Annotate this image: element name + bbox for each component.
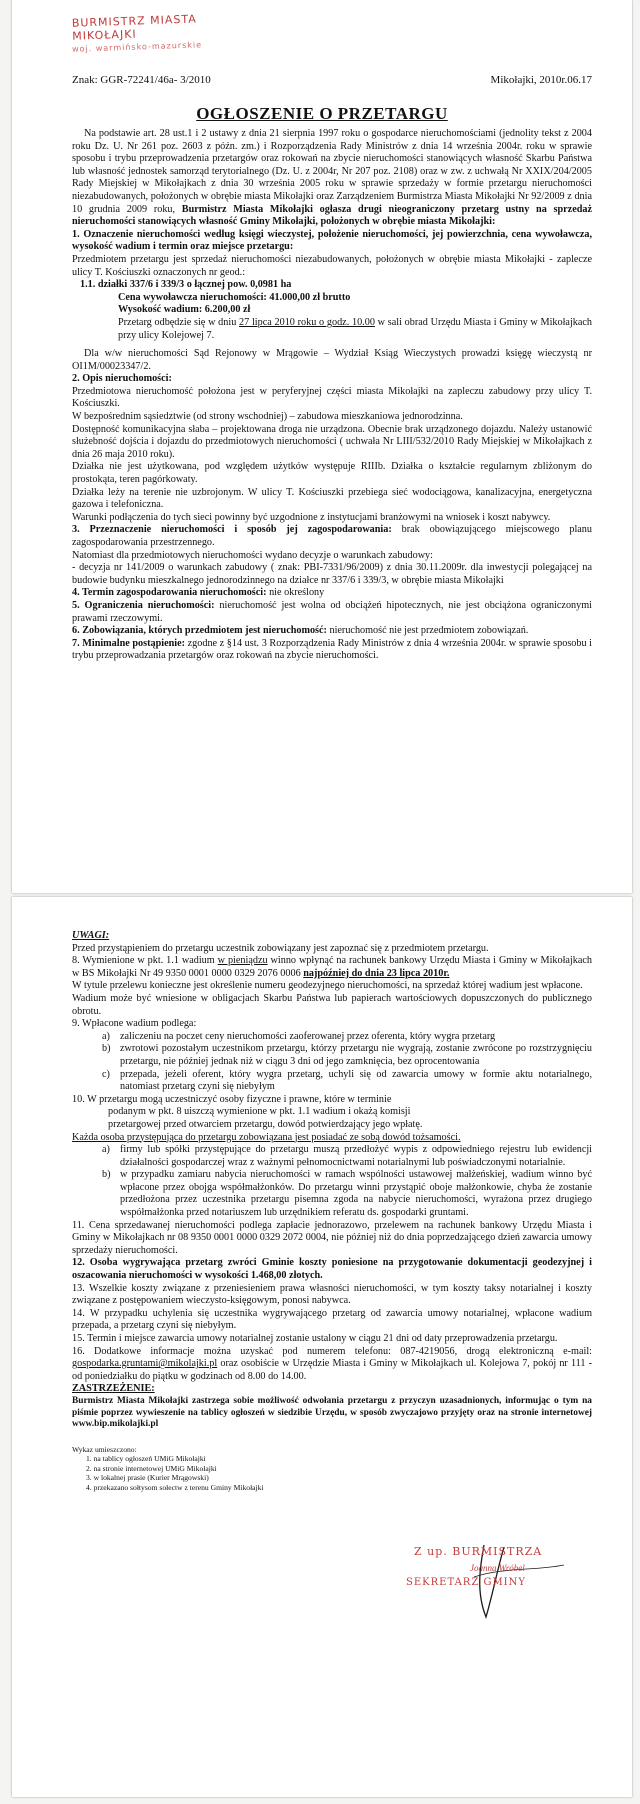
list-text: zwrotowi pozostałym uczestnikom przetargu, którzy przetargu nie wygrają, zostanie zwrócone po rozstrzygnięciu przetargu, nie później jednak niż w ciągu 3 dni od jego zamknięcia, bez oprocentowania xyxy=(120,1043,592,1067)
section-2-line-1: Przedmiotowa nieruchomość położona jest w peryferyjnej części miasta Mikołajki na zapleczu zabudowy przy ulicy T. Kościuszki. xyxy=(72,385,592,410)
section-3-text: brak obowiązującego miejscowego planu zagospodarowania przestrzennego. xyxy=(72,524,592,548)
section-16-prefix: 16. Dodatkowe informacje można uzyskać pod numerem telefonu: 087-4219056, drogą elektroniczną e-mail: xyxy=(72,1345,592,1357)
section-15: 15. Termin i miejsce zawarcia umowy notarialnej zostanie ustalony w ciągu 21 dni od daty przeprowadzenia przetargu. xyxy=(72,1333,558,1344)
section-3-line-1: Natomiast dla przedmiotowych nieruchomości wydano decyzje o warunkach zabudowy: xyxy=(72,549,433,561)
signature-stamp-signer: Joanna Wróbel xyxy=(470,1563,525,1573)
reservation-label: ZASTRZEŻENIE: xyxy=(72,1383,155,1395)
section-1-heading: 1. Oznaczenie nieruchomości według księgi wieczystej, położenie nieruchomości, jej powierzchnia, cena wywoławcza, wysokość wadium i termin oraz miejsce przetargu: xyxy=(72,228,592,253)
section-13: 13. Wszelkie koszty związane z przeniesieniem prawa własności nieruchomości, w tym koszty taksy notarialnej i koszty związane z postępowaniem wieczysto-księgowym, ponosi nabywca. xyxy=(72,1282,592,1307)
section-10-line-1: 10. W przetargu mogą uczestniczyć osoby fizyczne i prawne, które w terminie xyxy=(72,1093,392,1105)
section-3-heading: 3. Przeznaczenie nieruchomości i sposób jej zagospodarowania: xyxy=(72,524,392,536)
section-10-id-requirement: Każda osoba przystępująca do przetargu zobowiązana jest posiadać ze sobą dowód tożsamości. xyxy=(72,1131,461,1143)
list-text: zaliczeniu na poczet ceny nieruchomości zaoferowanej przez oferenta, który wygra przetarg xyxy=(120,1030,496,1042)
section-8-prefix: 8. Wymienione w pkt. 1.1 wadium xyxy=(72,955,215,967)
section-6-heading: 6. Zobowiązania, których przedmiotem jest nieruchomość: xyxy=(72,625,327,637)
contact-email-link[interactable]: gospodarka.gruntami@mikolajki.pl xyxy=(72,1358,218,1370)
intro-bold-text: Burmistrz Miasta Mikołajki ogłasza drugi nieograniczony przetarg ustny na sprzedaż nieruchomości stanowiących własność Gminy Mikołajki, położonych w obrębie miasta Mikołajki: xyxy=(72,203,592,228)
section-5-heading: 5. Ograniczenia nieruchomości: xyxy=(72,599,215,611)
signature-stamp-line1: Z up. BURMISTRZA xyxy=(414,1545,543,1558)
list-marker: a) xyxy=(102,1144,110,1156)
section-16 xyxy=(72,1346,592,1384)
section-6-text: nieruchomość nie jest przedmiotem zobowiązań. xyxy=(329,625,529,637)
section-2-line-4: Działka nie jest użytkowana, pod względem użytków występuje RIIIb. Działka o kształcie regularnym zbliżonym do prostokąta, teren pagórkowaty. xyxy=(72,461,592,486)
land-register-text: Dla w/w nieruchomości Sąd Rejonowy w Mrągowie – Wydział Ksiąg Wieczystych prowadzi księgę wieczystą nr OI1M/00023347/2. xyxy=(72,348,592,372)
distribution-item: 4. przekazano sołtysom sołectw z terenu Gminy Mikołajki xyxy=(86,1482,264,1492)
page-2-body xyxy=(72,930,592,1492)
reference-number: Znak: GGR-72241/46a- 3/2010 xyxy=(72,74,211,86)
auction-place: w sali obrad Urzędu Miasta i Gminy w Mikołajkach przy ulicy Kolejowej 7. xyxy=(118,316,593,341)
section-2-line-5: Działka leży na terenie nie uzbrojonym. W ulicy T. Kościuszki przebiega sieć wodociągowa, kanalizacyjna, energetyczna gazowa i telefoniczna. xyxy=(72,486,592,511)
auction-date-prefix: Przetarg odbędzie się w dniu xyxy=(118,316,237,328)
section-2-heading: 2. Opis nieruchomości: xyxy=(72,373,172,385)
section-9-item xyxy=(72,1069,592,1094)
header-stamp-line2: woj. warmińsko-mazurskie xyxy=(71,40,203,54)
section-10-item xyxy=(72,1144,592,1169)
section-7-text: zgodne z §14 ust. 3 Rozporządzenia Rady Ministrów z dnia 4 września 2004r. w sprawie sposobu i trybu przeprowadzania przetargów oraz rokowań na zbycie nieruchomości. xyxy=(72,637,592,662)
distribution-item: 1. na tablicy ogłoszeń UMiG Mikołajki xyxy=(86,1454,206,1464)
section-4-text: nie określony xyxy=(269,587,325,599)
section-2-line-2: W bezpośrednim sąsiedztwie (od strony wschodniej) – zabudowa mieszkaniowa jednorodzinna. xyxy=(72,411,463,423)
signature-stamp xyxy=(406,1537,614,1627)
section-12: 12. Osoba wygrywająca przetarg zwróci Gminie koszty poniesione na przygotowanie dokumentacji geodezyjnej i oszacowania nieruchomości w wysokości 1.468,00 złotych. xyxy=(72,1257,592,1282)
section-9-item xyxy=(72,1043,592,1068)
page-1-body xyxy=(72,128,592,663)
section-7-heading: 7. Minimalne postąpienie: xyxy=(72,637,186,649)
list-marker: b) xyxy=(102,1169,111,1181)
reservation-text: Burmistrz Miasta Mikołajki zastrzega sobie możliwość odwołania przetargu z przyczyn uzasadnionych, informując o tym na piśmie poprzez wywieszenie na tablicy ogłoszeń w siedzibie Urzędu, w sposób zwyczajowo przyjęty oraz na stronie internetowej www.bip.mikolajki.pl xyxy=(72,1395,592,1430)
section-2-line-3: Dostępność komunikacyjna słaba – projektowana droga nie urządzona. Obecnie brak urządzonego dojazdu. Należy ustanowić służebność dojścia i dojazdu do przedmiotowych nieruchomości ( uchwała Nr LIII/532/2010 Rady Miejskiej w Mikołajkach z dnia 26 maja 2010 roku). xyxy=(72,423,592,460)
section-8-line-1: W tytule przelewu konieczne jest określenie numeru geodezyjnego nieruchomości, na sprzedaż której wadium jest wpłacone. xyxy=(72,980,583,992)
section-9-heading: 9. Wpłacone wadium podlega: xyxy=(72,1018,197,1030)
section-4 xyxy=(72,587,592,600)
intro-paragraph xyxy=(72,128,592,229)
section-8-deadline: najpóźniej do dnia 23 lipca 2010r. xyxy=(303,967,450,979)
auction-date-line xyxy=(72,317,592,342)
section-9-item xyxy=(72,1031,592,1044)
document-title: OGŁOSZENIE O PRZETARGU xyxy=(196,104,448,123)
section-14: 14. W przypadku uchylenia się uczestnika wygrywającego przetarg od zawarcia umowy notarialnej, wpłacone wadium przepada, a przetarg czyni się niebyłym. xyxy=(72,1307,592,1332)
section-5 xyxy=(72,600,592,625)
section-6 xyxy=(72,625,592,638)
price-line: Cena wywoławcza nieruchomości: 41.000,00 zł brutto xyxy=(118,291,351,303)
list-marker: b) xyxy=(102,1043,111,1055)
auction-date: 27 lipca 2010 roku o godz. 10.00 xyxy=(239,316,375,328)
list-marker: a) xyxy=(102,1030,110,1042)
section-10-item xyxy=(72,1169,592,1219)
section-7 xyxy=(72,638,592,663)
list-text: przepada, jeżeli oferent, który wygra przetarg, uchyli się od zawarcia umowy w formie aktu notarialnego, natomiast przetarg czyni się niebyłym xyxy=(120,1068,592,1093)
section-1-text: Przedmiotem przetargu jest sprzedaż nieruchomości niezabudowanych, położonych w obrębie miasta Mikołajki - zaplecze ulicy T. Kościuszki oznaczonych nr geod.: xyxy=(72,253,592,278)
remarks-label: UWAGI: xyxy=(72,930,110,941)
header-stamp-line1: BURMISTRZ MIASTA MIKOŁAJKI xyxy=(71,12,197,43)
place-date: Mikołajki, 2010r.06.17 xyxy=(490,74,592,86)
page-1 xyxy=(12,0,632,893)
signature-stamp-line3: SEKRETARZ GMINY xyxy=(406,1577,526,1588)
remarks-intro: Przed przystąpieniem do przetargu uczestnik zobowiązany jest zapoznać się z przedmiotem przetargu. xyxy=(72,942,489,954)
section-8 xyxy=(72,955,592,980)
section-11: 11. Cena sprzedawanej nieruchomości podlega zapłacie jednorazowo, przelewem na rachunek bankowy Urzędu Miasta i Gminy w Mikołajkach nr 08 9350 0001 0000 0329 2072 0004, nie później niż do dnia poprzedzającego dzień zawarcia umowy sprzedaży nieruchomości. xyxy=(72,1219,592,1256)
document-header xyxy=(72,74,592,86)
section-2-line-6: Warunki podłączenia do tych sieci powinny być uzgodnione z instytucjami branżowymi na wniosek i koszt nabywcy. xyxy=(72,511,551,523)
section-5-text: nieruchomość jest wolna od obciążeń hipotecznych, nie jest obciążona ograniczonymi prawami rzeczowymi. xyxy=(72,599,592,624)
distribution-item: 3. w lokalnej prasie (Kurier Mrągowski) xyxy=(86,1473,209,1483)
section-8-line-2: Wadium może być wniesione w obligacjach Skarbu Państwa lub papierach wartościowych dopuszczonych do publicznego obrotu. xyxy=(72,992,592,1017)
section-4-heading: 4. Termin zagospodarowania nieruchomości: xyxy=(72,587,267,599)
page-2 xyxy=(12,897,632,1797)
list-marker: c) xyxy=(102,1068,110,1080)
section-8-account: winno wpłynąć na rachunek bankowy Urzędu Miasta i Gminy w Mikołajkach w BS Mikołajki Nr 49 9350 0001 0000 0329 2076 0006 xyxy=(72,955,592,979)
section-3-line-2: - decyzja nr 141/2009 o warunkach zabudowy ( znak: PBI-7331/96/2009) z dnia 30.11.2009r. dla inwestycji polegającej na budowie budynku mieszkalnego jednorodzinnego na działce nr 337/6 i 339/3, w obrębie miasta Mikołajki xyxy=(72,562,592,586)
section-8-cash: w pieniądzu xyxy=(217,955,268,967)
intro-text: Na podstawie art. 28 ust.1 i 2 ustawy z dnia 21 sierpnia 1997 roku o gospodarce nieruchomościami (jednolity tekst z 2004 roku Dz. U. Nr 261 poz. 2603 z późn. zm.) i Rozporządzenia Rady Ministrów z dnia 14 września 2004r. roku w sprawie sposobu i trybu przeprowadzenia przetargów oraz rokowań na zbycie nieruchomości stanowiących własność Skarbu Państwa lub własność jednostek samorząd terytorialnego (Dz. U. z 2004r, Nr 207 poz. 2108) oraz w zw. z uchwałą Nr XXIX/204/2005 Rady Miejskiej w Mikołajkach z dnia 30 września 2005 roku w sprawie sprzedaży w formie przetargu nieruchomości niezabudowanych, położonych w obrębie miasta Mikołajki oraz Zarządzeniem Burmistrza Miasta Mikołajki Nr 92/2009 z dnia 10 grudnia 2009 roku, xyxy=(72,128,592,215)
header-stamp xyxy=(71,12,232,54)
deposit-line: Wysokość wadium: 6.200,00 zł xyxy=(118,304,251,316)
list-text: firmy lub spółki przystępujące do przetargu muszą przedłożyć wypis z odpowiedniego rejestru lub ewidencji działalności gospodarczej wraz z ważnymi pełnomocnictwami notarialnymi lub poświadczonymi notarialnie. xyxy=(120,1144,592,1168)
section-10-line-3: przetargowej przed otwarciem przetargu, dowód potwierdzający jego wpłatę. xyxy=(108,1118,423,1130)
distribution-label: Wykaz umieszczono: xyxy=(72,1444,137,1454)
section-16-suffix: oraz osobiście w Urzędzie Miasta i Gminy w Mikołajkach ul. Kolejowa 7, pokój nr 111 - od poniedziałku do piątku w godzinach od 8.00 do 14.00. xyxy=(72,1358,593,1382)
section-10-line-2: podanym w pkt. 8 uiszczą wymienione w pkt. 1.1 wadium i okażą komisji xyxy=(108,1106,411,1118)
distribution-list xyxy=(72,1445,592,1493)
list-text: w przypadku zamiaru nabycia nieruchomości w ramach wspólności ustawowej małżeńskiej, wadium winno być wpłacone przez obojga współmałżonków. Do przetargu winni przystąpić oboje małżonkowie, chyba że zostanie przedłożona przez uczestnika przetargu pisemna zgoda na nabycie nieruchomości, wyrażona przez drugiego współmałżonka przed notariuszem lub urzędnikiem referatu ds. gospodarki gruntami. xyxy=(120,1169,592,1219)
parcel-line: 1.1. działki 337/6 i 339/3 o łącznej pow. 0,0981 ha xyxy=(80,279,292,291)
section-3 xyxy=(72,524,592,549)
distribution-item: 2. na stronie internetowej UMiG Mikołajki xyxy=(86,1463,217,1473)
